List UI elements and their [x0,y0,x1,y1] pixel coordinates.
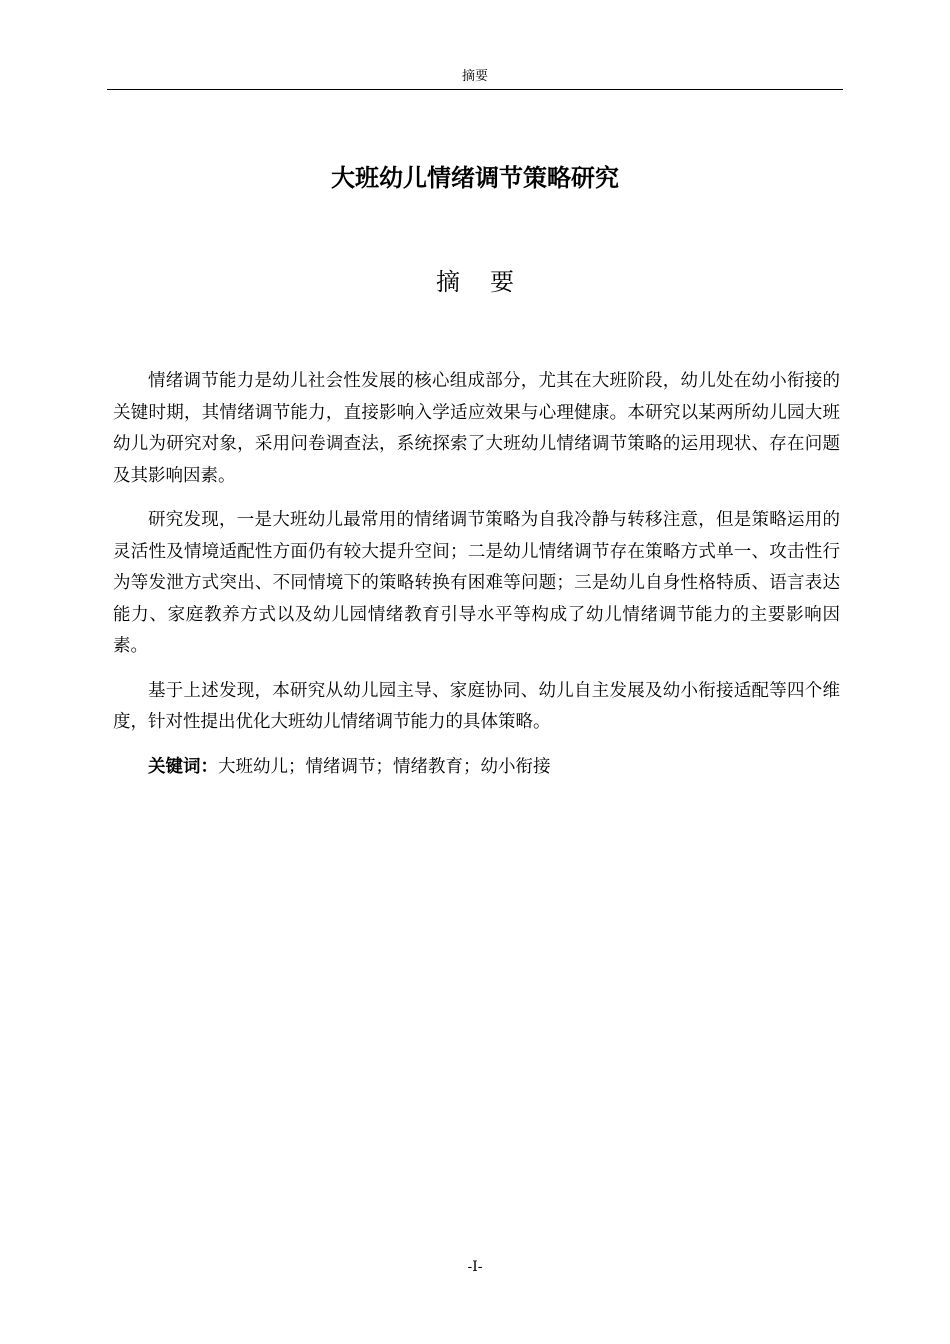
keywords-text: 大班幼儿；情绪调节；情绪教育；幼小衔接 [218,756,551,777]
abstract-paragraph-1: 情绪调节能力是幼儿社会性发展的核心组成部分，尤其在大班阶段，幼儿处在幼小衔接的关键时期，其情绪调节能力，直接影响入学适应效果与心理健康。本研究以某两所幼儿园大班幼儿为研究对象，采用问卷调查法，系统探索了大班幼儿情绪调节策略的运用现状、存在问题及其影响因素。 [113,371,840,486]
keywords-line [113,752,840,784]
keywords-label: 关键词： [148,756,218,777]
header-rule [107,89,843,90]
thesis-title: 大班幼儿情绪调节策略研究 [331,164,619,192]
running-header: 摘要 [461,69,488,84]
abstract-heading-char-2: 要 [490,268,514,296]
abstract-heading-char-1: 摘 [436,268,460,296]
abstract-paragraph-3: 基于上述发现，本研究从幼儿园主导、家庭协同、幼儿自主发展及幼小衔接适配等四个维度，针对性提出优化大班幼儿情绪调节能力的具体策略。 [113,680,840,732]
abstract-body [113,366,840,796]
page-number: -I- [467,1259,483,1275]
abstract-heading [0,264,950,300]
abstract-paragraph-2: 研究发现，一是大班幼儿最常用的情绪调节策略为自我冷静与转移注意，但是策略运用的灵活性及情境适配性方面仍有较大提升空间；二是幼儿情绪调节存在策略方式单一、攻击性行为等发泄方式突出、不同情境下的策略转换有困难等问题；三是幼儿自身性格特质、语言表达能力、家庭教养方式以及幼儿园情绪教育引导水平等构成了幼儿情绪调节能力的主要影响因素。 [113,510,840,656]
